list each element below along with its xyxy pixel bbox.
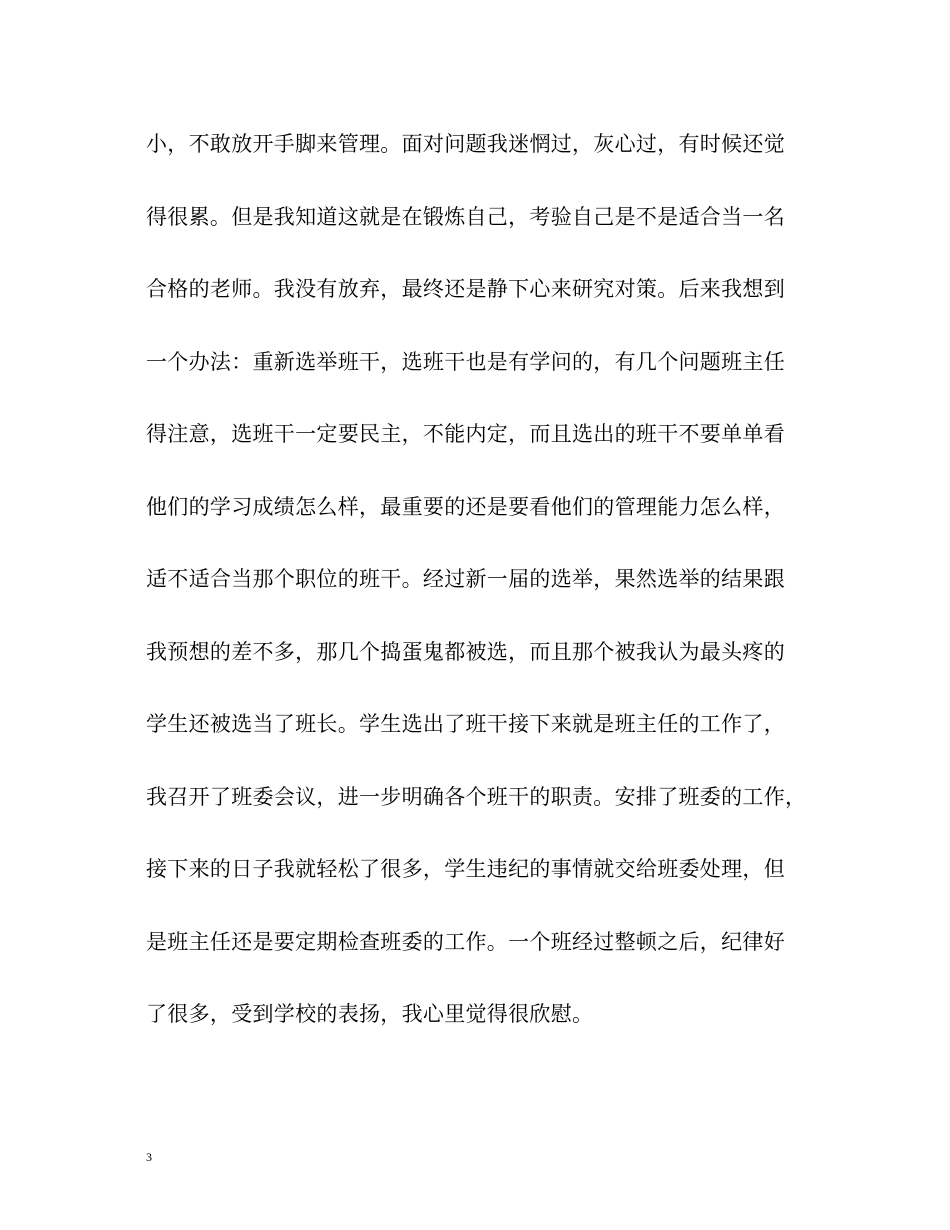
text-line: 得注意，选班干一定要民主，不能内定，而且选出的班干不要单单看	[146, 422, 785, 446]
text-line: 接下来的日子我就轻松了很多，学生违纪的事情就交给班委处理，但	[146, 857, 785, 881]
text-line: 了很多，受到学校的表扬，我心里觉得很欣慰。	[146, 1002, 594, 1026]
page-number: 3	[146, 1150, 152, 1164]
text-line: 一个办法：重新选举班干，选班干也是有学问的，有几个问题班主任	[146, 349, 785, 374]
text-line: 合格的老师。我没有放弃，最终还是静下心来研究对策。后来我想到	[146, 277, 785, 301]
text-line: 我召开了班委会议，进一步明确各个班干的职责。安排了班委的工作，	[146, 784, 807, 809]
text-line: 得很累。但是我知道这就是在锻炼自己，考验自己是不是适合当一名	[146, 204, 785, 229]
text-line: 他们的学习成绩怎么样，最重要的还是要看他们的管理能力怎么样，	[146, 494, 785, 519]
text-line: 学生还被选当了班长。学生选出了班干接下来就是班主任的工作了，	[146, 712, 785, 736]
text-line: 是班主任还是要定期检查班委的工作。一个班经过整顿之后，纪律好	[146, 929, 785, 954]
text-line: 我预想的差不多，那几个捣蛋鬼都被选，而且那个被我认为最头疼的	[146, 639, 785, 664]
body-paragraph	[146, 122, 826, 1065]
text-line: 小，不敢放开手脚来管理。面对问题我迷惘过，灰心过，有时候还觉	[146, 132, 785, 156]
text-line: 适不适合当那个职位的班干。经过新一届的选举，果然选举的结果跟	[146, 567, 785, 591]
